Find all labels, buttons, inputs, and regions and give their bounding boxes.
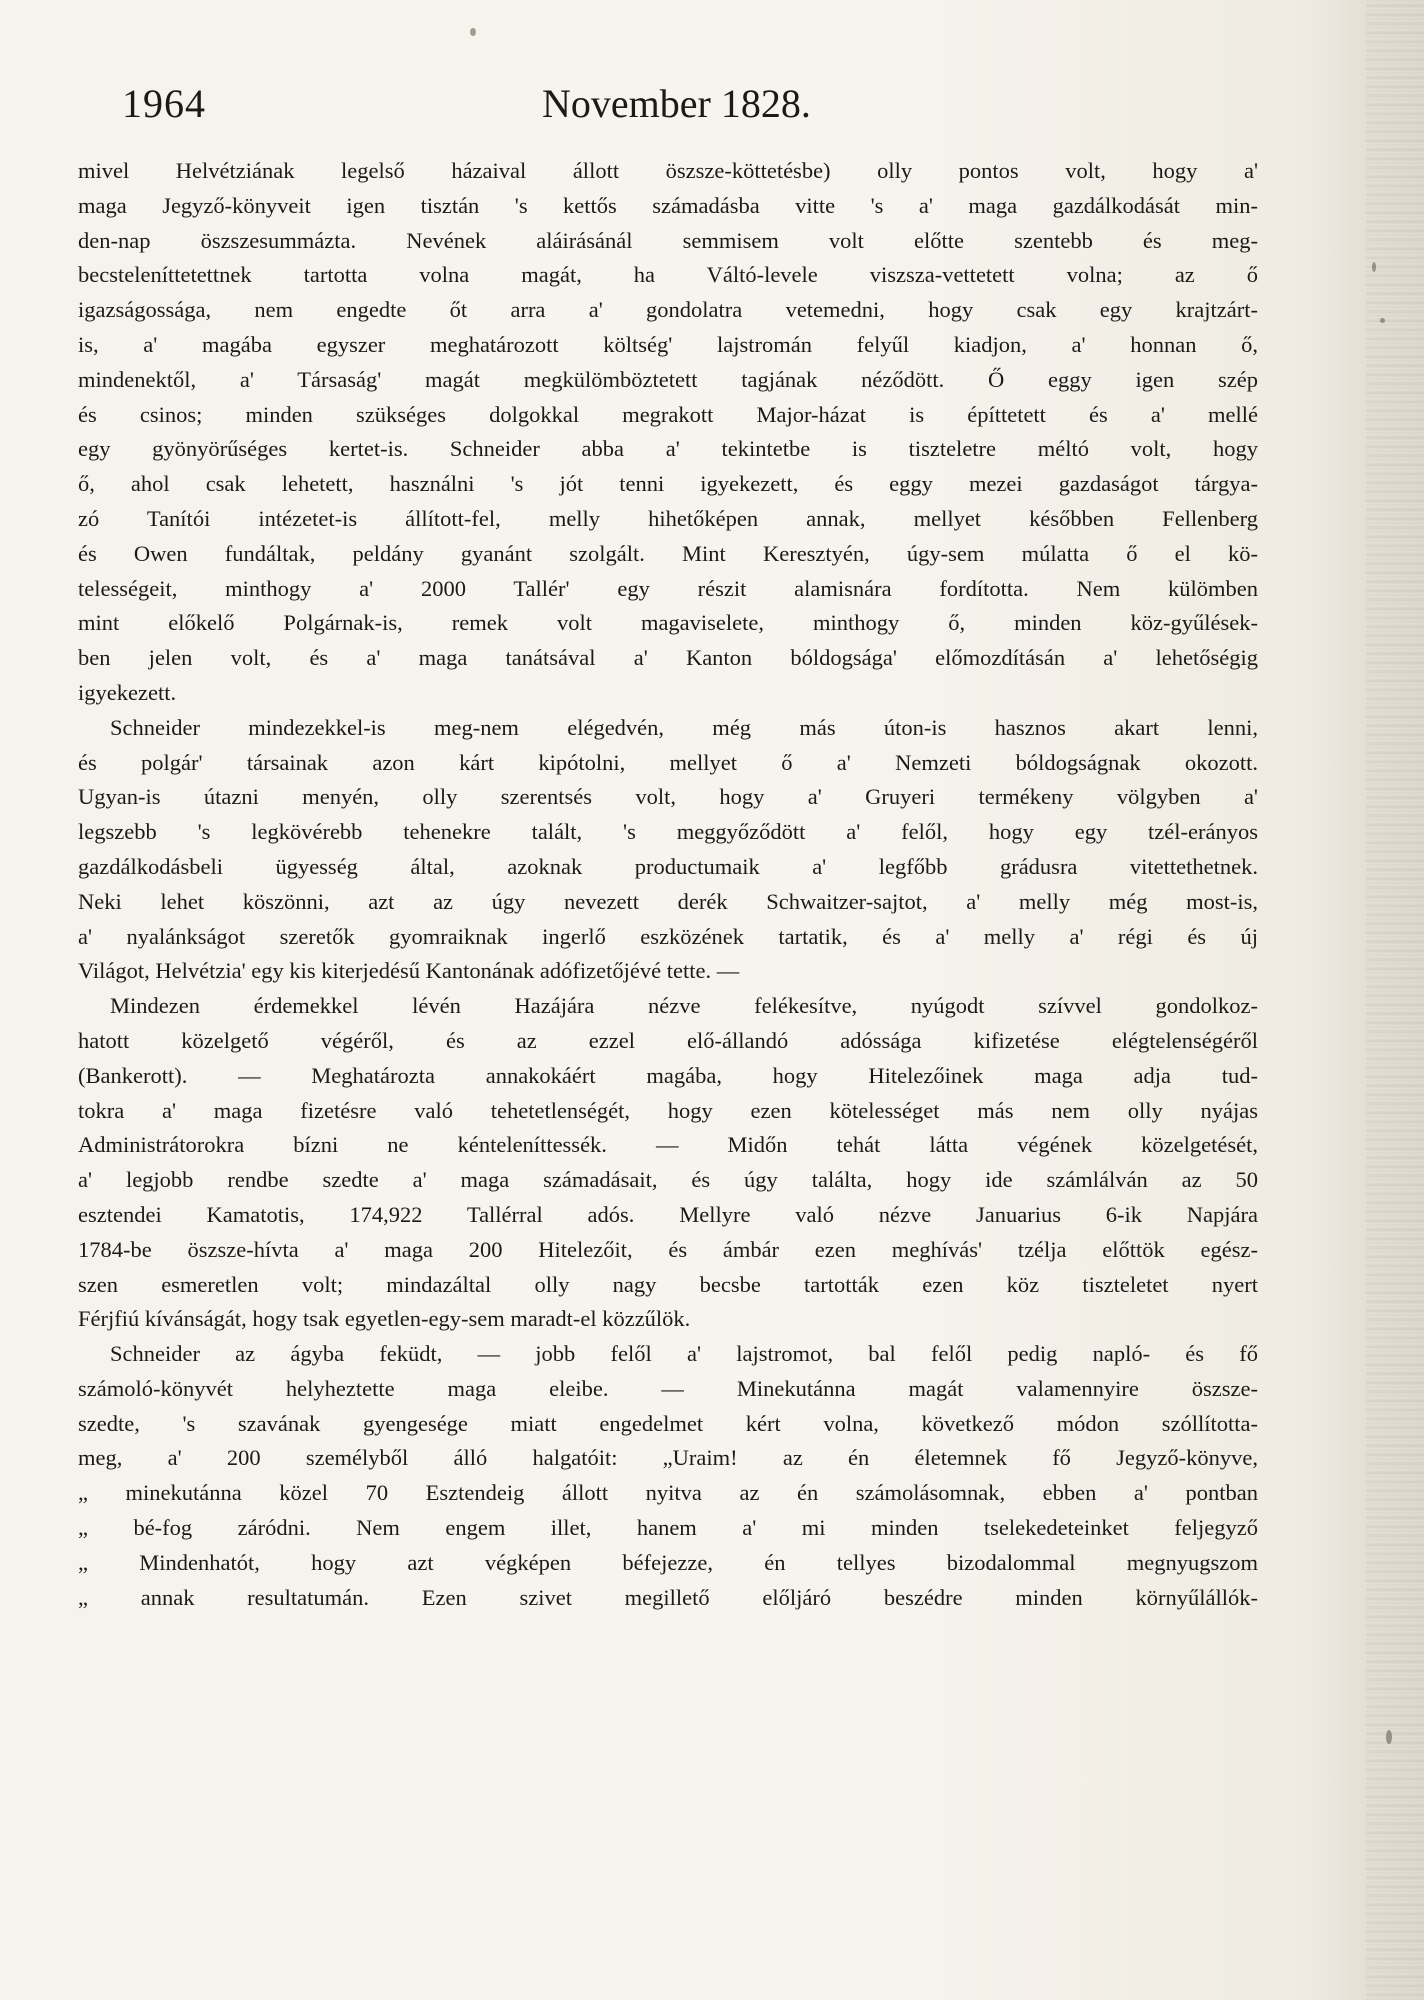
text-line: legszebb 's legkövérebb tehenekre talált, 's meggyőződött a' felől, hogy egy tzél-erányos <box>78 819 1258 845</box>
text-line: den-nap öszszesummázta. Nevének aláirásánál semmisem volt előtte szentebb és meg- <box>78 227 1258 253</box>
ink-speck <box>1380 318 1385 323</box>
text-line: a' nyalánkságot szeretők gyomraiknak ingerlő eszközének tartatik, és a' melly a' régi és új <box>78 923 1258 949</box>
text-line: „ minekutánna közel 70 Esztendeig állott nyitva az én számolásomnak, ebben a' pontban <box>78 1480 1258 1506</box>
text-line: és polgár' társainak azon kárt kipótolni, mellyet ő a' Nemzeti bóldogságnak okozott. <box>78 749 1258 775</box>
text-line: „ annak resultatumán. Ezen szivet megillető előljáró beszédre minden környűlállók- <box>78 1584 1258 1610</box>
text-line: „ bé-fog záródni. Nem engem illet, hanem a' mi minden tselekedeteinket feljegyző <box>78 1515 1258 1541</box>
text-line: maga Jegyző-könyveit igen tisztán 's kettős számadásba vitte 's a' maga gazdálkodását min- <box>78 192 1258 218</box>
running-head: November 1828. <box>542 81 811 126</box>
text-line: és Owen fundáltak, peldány gyanánt szolgált. Mint Keresztyén, úgy-sem múlatta ő el kö- <box>78 540 1258 566</box>
ink-speck <box>470 28 476 36</box>
text-line: esztendei Kamatotis, 174,922 Tallérral adós. Mellyre való nézve Januarius 6-ik Napjára <box>78 1201 1258 1227</box>
body-text <box>78 154 1258 1615</box>
text-line: gazdálkodásbeli ügyesség által, azoknak productumaik a' legfőbb grádusra vitettethetnek. <box>78 853 1258 879</box>
page-header <box>100 80 1260 130</box>
ink-speck <box>1386 1730 1392 1744</box>
text-line: szedte, 's szavának gyengesége miatt engedelmet kért volna, következő módon szóllította- <box>78 1410 1258 1436</box>
page-number: 1964 <box>122 81 206 126</box>
text-line: számoló-könyvét helyheztette maga eleibe. — Minekutánna magát valamennyire öszsze- <box>78 1375 1258 1401</box>
text-line: mint előkelő Polgárnak-is, remek volt magaviselete, minthogy ő, minden köz-gyűlések- <box>78 610 1258 636</box>
text-line: mivel Helvétziának legelső házaival állott öszsze-köttetésbe) olly pontos volt, hogy a' <box>78 158 1258 183</box>
text-line: a' legjobb rendbe szedte a' maga számadásait, és úgy találta, hogy ide számlálván az 50 <box>78 1167 1258 1193</box>
text-line: Mindezen érdemekkel lévén Hazájára nézve felékesítve, nyúgodt szívvel gondolkoz- <box>110 993 1258 1019</box>
text-line: Administrátorokra bízni ne kénteleníttessék. — Midőn tehát látta végének közelgetését, <box>78 1132 1258 1158</box>
text-line: ben jelen volt, és a' maga tanátsával a' Kanton bóldogsága' előmozdításán a' lehetőségig <box>78 645 1258 671</box>
text-line: (Bankerott). — Meghatározta annakokáért magába, hogy Hitelezőinek maga adja tud- <box>78 1062 1258 1088</box>
text-line: becsteleníttetettnek tartotta volna magát, ha Váltó-levele viszsza-vettetett volna; az ő <box>78 262 1258 288</box>
text-line: Neki lehet köszönni, azt az úgy nevezett derék Schwaitzer-sajtot, a' melly még most-is, <box>78 888 1258 914</box>
text-line: is, a' magába egyszer meghatározott költség' lajstromán felyűl kiadjon, a' honnan ő, <box>78 331 1258 357</box>
text-line: és csinos; minden szükséges dolgokkal megrakott Major-házat is építtetett és a' mellé <box>78 401 1258 427</box>
ink-speck <box>1372 262 1376 272</box>
text-line: zó Tanítói intézetet-is állított-fel, melly hihetőképen annak, mellyet későbben Fellenberg <box>78 505 1258 531</box>
text-line: Férjfiú kívánságát, hogy tsak egyetlen-egy-sem maradt-el közzűlök. <box>78 1306 691 1332</box>
text-line: Schneider az ágyba feküdt, — jobb felől a' lajstromot, bal felől pedig napló- és fő <box>110 1341 1258 1367</box>
text-line: Schneider mindezekkel-is meg-nem elégedvén, még más úton-is hasznos akart lenni, <box>110 714 1258 740</box>
text-line: egy gyönyörűséges kertet-is. Schneider abba a' tekintetbe is tiszteletre méltó volt, hogy <box>78 436 1258 462</box>
text-line: meg, a' 200 személyből álló halgatóit: „Uraim! az én életemnek fő Jegyző-könyve, <box>78 1445 1258 1471</box>
text-line: szen esmeretlen volt; mindazáltal olly nagy becsbe tartották ezen köz tiszteletet nyert <box>78 1271 1258 1297</box>
text-line: hatott közelgető végéről, és az ezzel elő-állandó adóssága kifizetése elégtelenségéről <box>78 1027 1258 1053</box>
text-line: tokra a' maga fizetésre való tehetetlenségét, hogy ezen kötelességet más nem olly nyájas <box>78 1097 1258 1123</box>
text-line: igyekezett. <box>78 679 177 705</box>
text-line: Világot, Helvétzia' egy kis kiterjedésű Kantonának adófizetőjévé tette. — <box>78 958 740 984</box>
text-line: igazságossága, nem engedte őt arra a' gondolatra vetemedni, hogy csak egy krajtzárt- <box>78 297 1258 323</box>
text-line: ő, ahol csak lehetett, használni 's jót tenni igyekezett, és eggy mezei gazdaságot tárgya- <box>78 471 1258 497</box>
text-line: mindenektől, a' Társaság' magát megkülömböztetett tagjának néződött. Ő eggy igen szép <box>78 366 1258 392</box>
text-line: „ Mindenhatót, hogy azt végképen béfejezze, én tellyes bizodalommal megnyugszom <box>78 1549 1258 1575</box>
text-line: 1784-be öszsze-hívta a' maga 200 Hitelezőit, és ámbár ezen meghívás' tzélja előttök egész- <box>78 1236 1258 1262</box>
text-line: Ugyan-is útazni menyén, olly szerentsés volt, hogy a' Gruyeri termékeny völgyben a' <box>78 784 1258 810</box>
text-line: telességeit, minthogy a' 2000 Tallér' egy részit alamisnára fordította. Nem külömben <box>78 575 1258 601</box>
page-binding-edge <box>1366 0 1424 2000</box>
